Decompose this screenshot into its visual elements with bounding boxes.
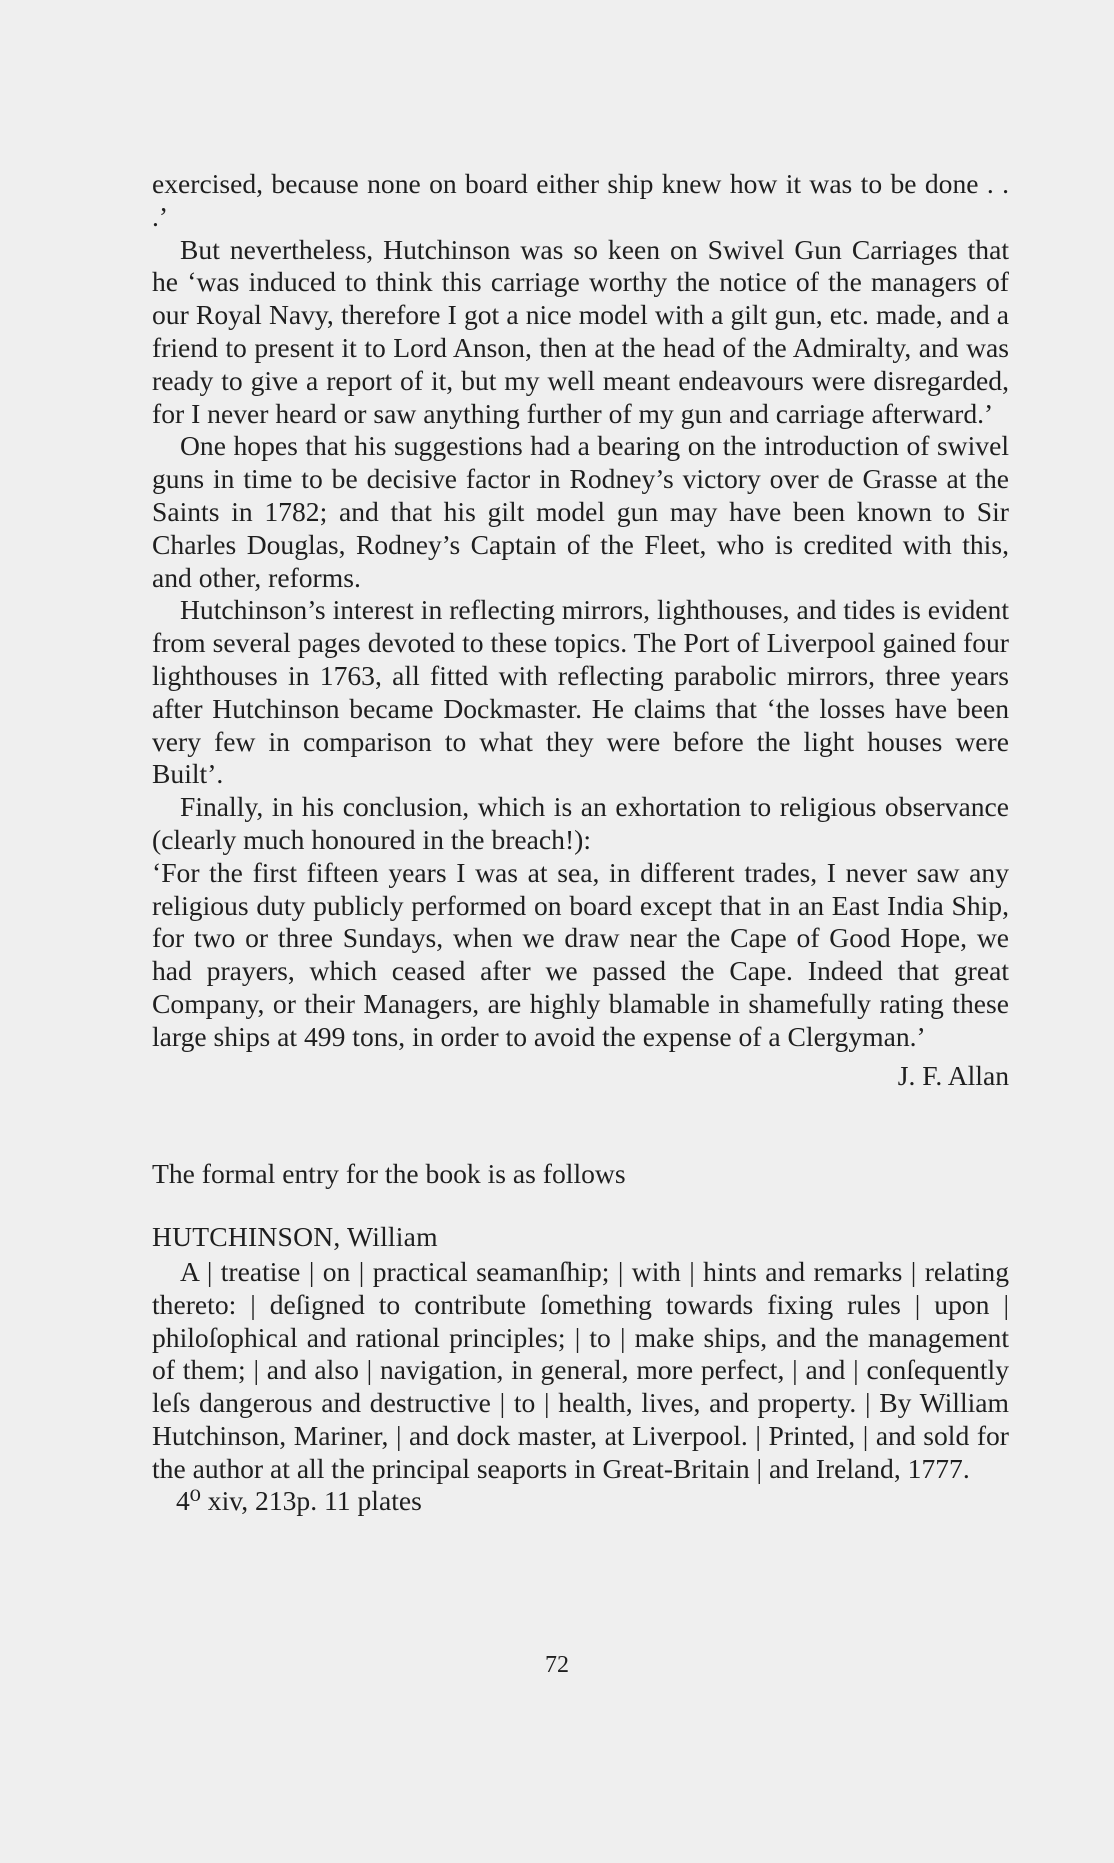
paragraph-2: But nevertheless, Hutchinson was so keen on Swivel Gun Carriages that he ‘was induced to think this carriage worthy the notice of the managers of our Royal Navy, therefore I got a nice model with a gilt gun, etc. made, and a friend to present it to Lord Anson, then at the head of the Admiralty, and was ready to give a report of it, but my well meant endeavours were disregarded, for I never heard or saw anything further of my gun and carriage afterward.’ (152, 233, 1009, 429)
entry-format: 4⁰ (176, 1485, 201, 1517)
paragraph-5: Finally, in his conclusion, which is an exhortation to religious observance (clearly much honoured in the breach!): (152, 791, 1009, 855)
entry-heading: HUTCHINSON, William (152, 1221, 438, 1253)
quotation-paragraph: ‘For the first fifteen years I was at sea, in different trades, I never saw any religious duty publicly performed on board except that in an East India Ship, for two or three Sundays, when we draw near the Cape of Good Hope, we had prayers, which ceased after we passed the Cape. Indeed that great Company, or their Managers, are highly blamable in shamefully rating these large ships at 499 tons, in order to avoid the expense of a Clergyman.’ (152, 856, 1009, 1052)
entry-collation-line (152, 1485, 1009, 1518)
page-content (152, 168, 1009, 1518)
page-number: 72 (545, 1652, 569, 1678)
paragraph-3: One hopes that his suggestions had a bearing on the introduction of swivel guns in time to be decisive factor in Rodney’s victory over de Grasse at the Saints in 1782; and that his gilt model gun may have been known to Sir Charles Douglas, Rodney’s Captain of the Fleet, who is credited with this, and other, reforms. (152, 430, 1009, 593)
author-signature: J. F. Allan (897, 1059, 1009, 1091)
entry-intro: The formal entry for the book is as follows (152, 1158, 626, 1190)
entry-description: A | treatise | on | practical seamanſhip; | with | hints and remarks | relating thereto: | deſigned to contribute ſomething towards fixing rules | upon | philoſophical and rational principles; | to | make ships, and the management of them; | and also | navigation, in general, more perfect, | and | conſequently leſs dangerous and destructive | to | health, lives, and property. | By William Hutchinson, Mariner, | and dock master, at Liverpool. | Printed, | and sold for the author at all the principal seaports in Great-Britain | and Ireland, 1777. (152, 1255, 1009, 1484)
paragraph-1: exercised, because none on board either ship knew how it was to be done . . .’ (152, 168, 1009, 232)
entry-collation: xiv, 213p. 11 plates (207, 1485, 422, 1517)
paragraph-4: Hutchinson’s interest in reflecting mirrors, lighthouses, and tides is evident from several pages devoted to these topics. The Port of Liverpool gained four lighthouses in 1763, all fitted with reflecting parabolic mirrors, three years after Hutchinson became Dockmaster. He claims that ‘the losses have been very few in comparison to what they were before the light houses were Built’. (152, 594, 1009, 790)
